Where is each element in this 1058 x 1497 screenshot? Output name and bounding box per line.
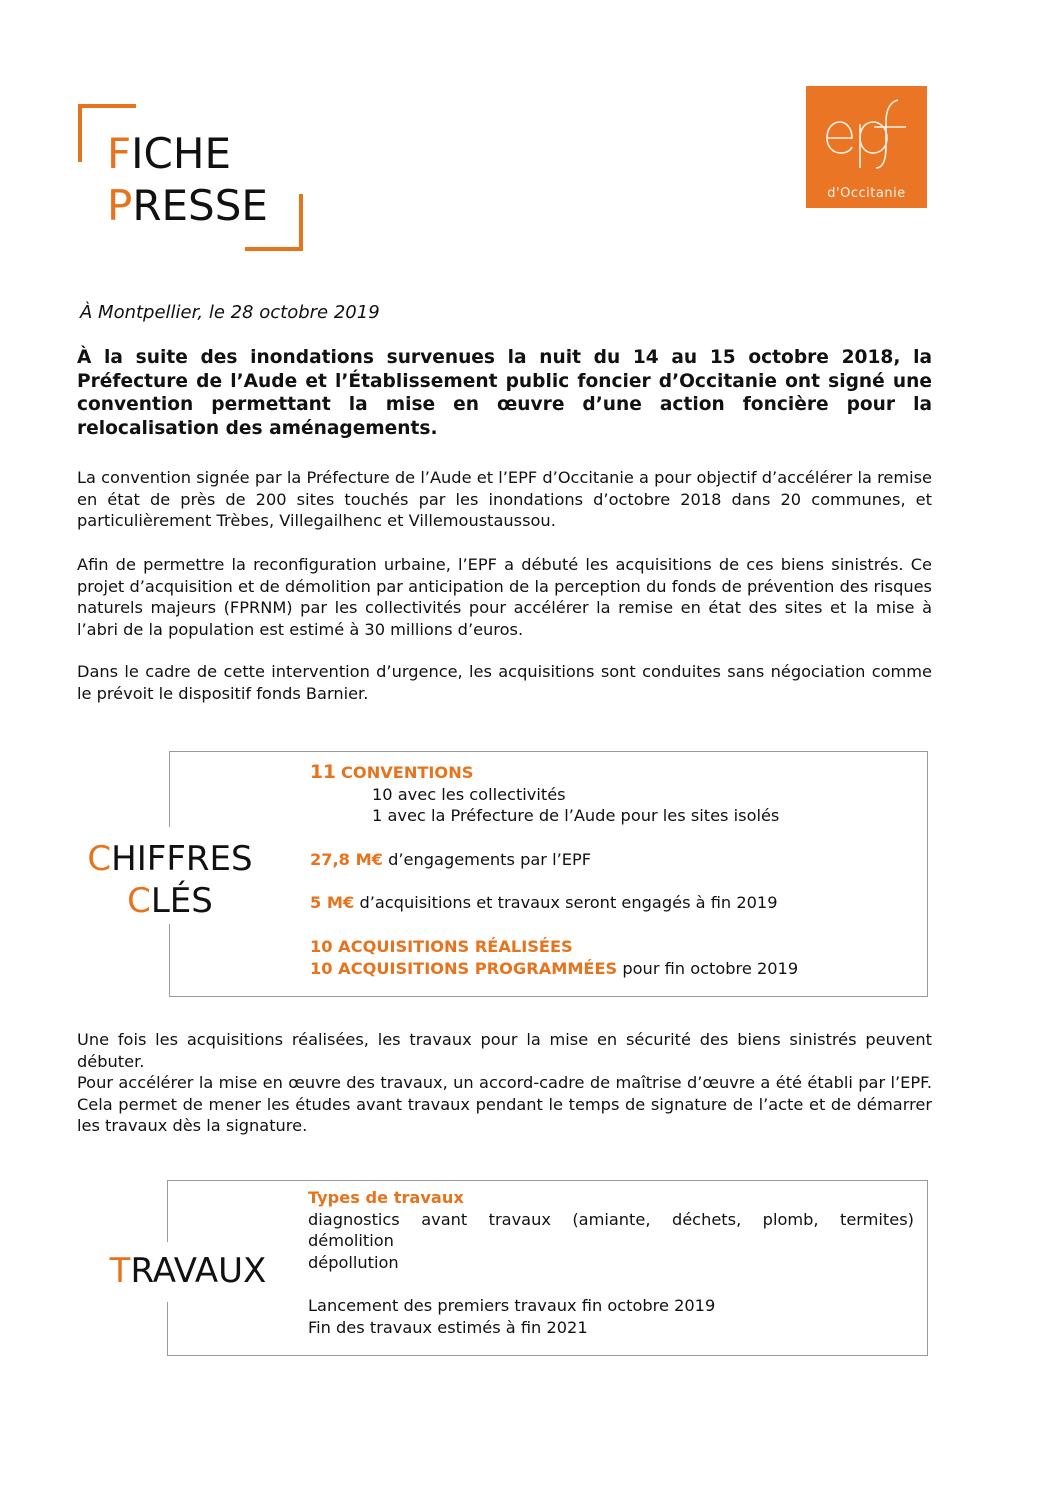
works-intro-paragraph: Pour accélérer la mise en œuvre des travaux, un accord-cadre de maîtrise d’œuvre a été établi par l’EPF. Cela permet de mener les études avant travaux pendant le temps de signature de l’acte et de démarrer les travaux dès la signature. bbox=[77, 1073, 932, 1135]
works-type-item: démolition bbox=[308, 1231, 394, 1250]
conventions-number: 11 bbox=[310, 762, 336, 783]
conventions-detail: 10 avec les collectivités bbox=[372, 784, 566, 804]
bracket-bottom-right-horizontal bbox=[245, 247, 303, 251]
page-title-line2 bbox=[107, 182, 268, 230]
title-rest: RESSE bbox=[132, 181, 268, 230]
body-paragraph: Afin de permettre la reconfiguration urbaine, l’EPF a débuté les acquisitions de ces biens sinistrés. Ce projet d’acquisition et de démolition par anticipation de la perception du fonds de prévention des risques naturels majeurs (FPRNM) par les collectivités pour accélérer la remise en état des sites et la mise à l’abri de la population est estimé à 30 millions d’euros. bbox=[77, 555, 932, 639]
bracket-top-left-vertical bbox=[78, 104, 82, 162]
works-intro bbox=[77, 1029, 932, 1137]
page-title-line1 bbox=[107, 130, 231, 178]
works-types-heading: Types de travaux bbox=[308, 1188, 464, 1207]
acquisitions-programmed: 10 ACQUISITIONS PROGRAMMÉES bbox=[310, 958, 618, 978]
title-rest: RAVAUX bbox=[130, 1251, 267, 1291]
engagements-line bbox=[310, 849, 591, 871]
key-figures-title bbox=[72, 838, 268, 922]
acquisitions-value: 5 M€ bbox=[310, 893, 355, 912]
acquisitions-text: d’acquisitions et travaux seront engagés à fin 2019 bbox=[359, 893, 778, 912]
title-initial: C bbox=[127, 881, 151, 921]
programmed-suffix: pour fin octobre 2019 bbox=[622, 958, 799, 978]
works-type-item: diagnostics avant travaux (amiante, déchets, plomb, termites) bbox=[308, 1209, 914, 1229]
works-schedule bbox=[308, 1295, 914, 1338]
conventions-label: CONVENTIONS bbox=[341, 763, 474, 782]
bracket-bottom-right-vertical bbox=[299, 194, 303, 251]
title-initial: C bbox=[87, 839, 112, 879]
title-initial: T bbox=[109, 1251, 131, 1291]
works-schedule-item: Lancement des premiers travaux fin octobre 2019 bbox=[308, 1296, 716, 1315]
engagements-value: 27,8 M€ bbox=[310, 850, 383, 869]
engagements-text: d’engagements par l’EPF bbox=[388, 850, 592, 869]
works-intro-paragraph: Une fois les acquisitions réalisées, les travaux pour la mise en sécurité des biens sinistrés peuvent débuter. bbox=[77, 1030, 932, 1071]
logo-subtitle: d'Occitanie bbox=[827, 186, 906, 201]
conventions-heading bbox=[310, 762, 779, 784]
acquisitions-realised: 10 ACQUISITIONS RÉALISÉES bbox=[310, 937, 573, 956]
works-schedule-item: Fin des travaux estimés à fin 2021 bbox=[308, 1317, 588, 1337]
works-type-item: dépollution bbox=[308, 1252, 399, 1272]
works-title bbox=[96, 1250, 280, 1292]
date-line: À Montpellier, le 28 octobre 2019 bbox=[80, 302, 380, 323]
works-types bbox=[308, 1187, 914, 1273]
bracket-top-left-horizontal bbox=[78, 104, 136, 108]
title-rest: LÉS bbox=[150, 881, 213, 921]
title-rest: ICHE bbox=[131, 129, 232, 178]
key-figures-box-left-border-top bbox=[169, 751, 170, 827]
acquisitions-line bbox=[310, 892, 778, 914]
lead-paragraph: À la suite des inondations survenues la nuit du 14 au 15 octobre 2018, la Préfecture de l’Aude et l’Établissement public foncier d’Occitanie ont signé une convention permettant la mise en œuvre d’une action foncière pour la relocalisation des aménagements. bbox=[77, 347, 932, 439]
epf-logo bbox=[806, 86, 927, 208]
epf-logo-mark bbox=[806, 86, 927, 186]
body-paragraph: Dans le cadre de cette intervention d’urgence, les acquisitions sont conduites sans négociation comme le prévoit le dispositif fonds Barnier. bbox=[77, 662, 932, 703]
title-initial: P bbox=[107, 181, 133, 230]
acquisitions-status bbox=[310, 936, 798, 979]
key-figures-box-left-border-bottom bbox=[169, 924, 170, 996]
works-box-left-border-top bbox=[167, 1180, 168, 1242]
conventions-detail: 1 avec la Préfecture de l’Aude pour les sites isolés bbox=[372, 806, 780, 825]
title-initial: F bbox=[107, 129, 132, 178]
works-box-left-border-bottom bbox=[167, 1302, 168, 1355]
title-rest: HIFFRES bbox=[111, 839, 253, 879]
conventions-block bbox=[310, 762, 779, 827]
body-paragraph: La convention signée par la Préfecture de l’Aude et l’EPF d’Occitanie a pour objectif d’accélérer la remise en état de près de 200 sites touchés par les inondations d’octobre 2018 dans 20 communes, et particulièrement Trèbes, Villegailhenc et Villemoustaussou. bbox=[77, 468, 932, 530]
